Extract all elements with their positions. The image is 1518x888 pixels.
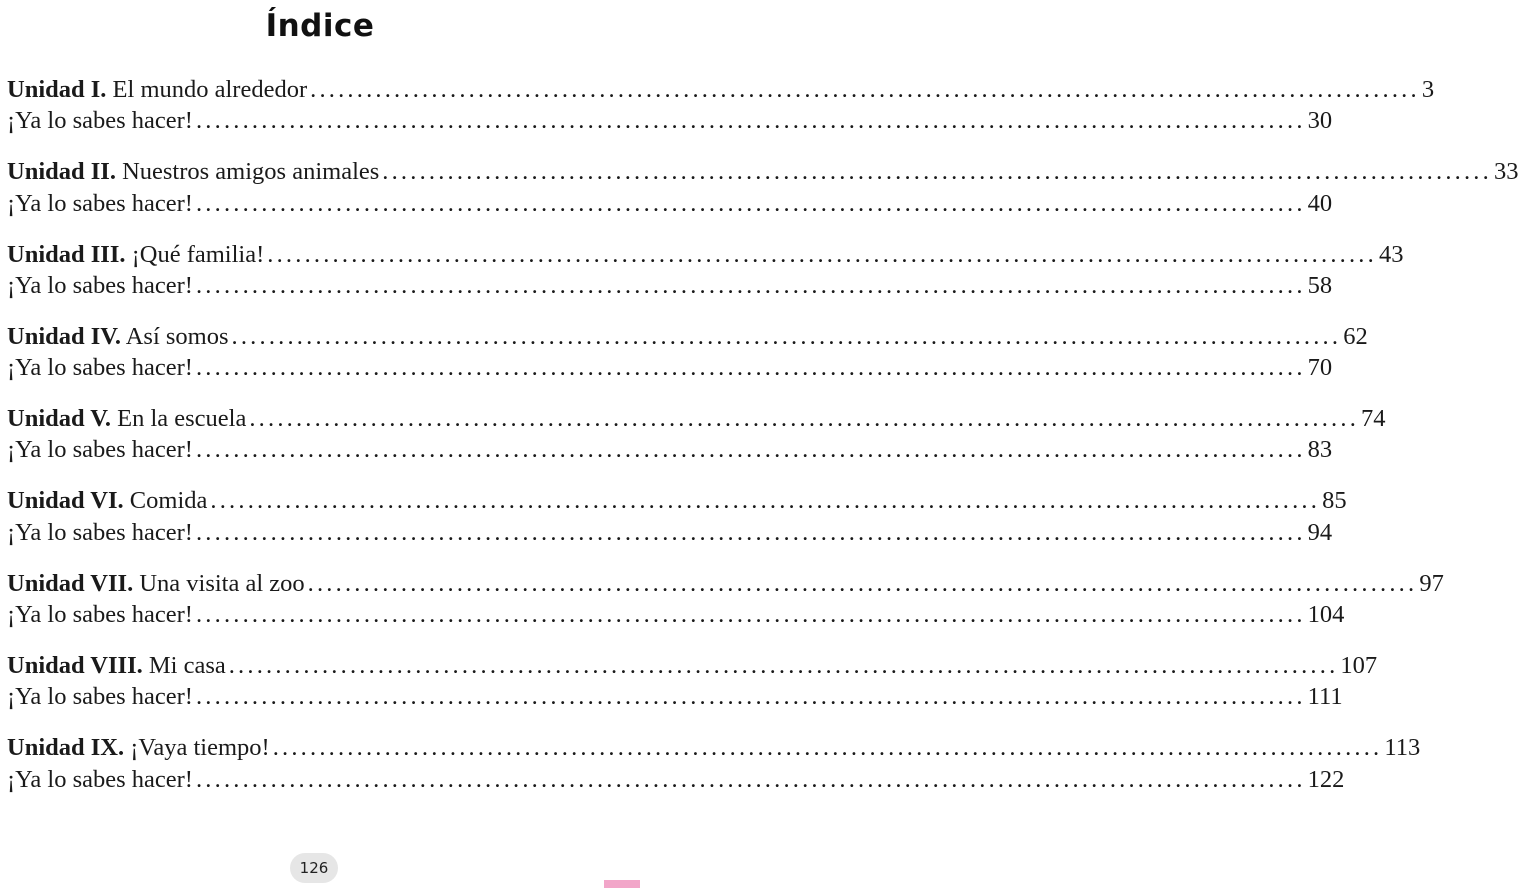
toc-review-entry[interactable] [7,517,1333,548]
toc-entry[interactable] [7,74,1435,105]
page-ref: 70 [1307,354,1333,382]
dot-leader: ....................................................................................................................... [382,158,1492,186]
dot-leader: ....................................................................................................................... [195,518,1306,546]
toc-review-entry[interactable] [7,105,1333,136]
toc-entry[interactable] [7,650,1378,681]
entry-label [7,156,379,187]
entry-label [7,568,305,599]
page-ref: 113 [1384,734,1421,762]
toc-entry[interactable] [7,403,1386,434]
toc-entry[interactable] [7,568,1444,599]
dot-leader: ....................................................................................................................... [195,189,1306,217]
toc-review-entry[interactable] [7,599,1345,630]
unit-number: Unidad III. [7,240,126,268]
toc-unit-5 [7,403,1386,466]
toc-entry[interactable] [7,321,1368,352]
toc-review-entry[interactable] [7,188,1333,219]
dot-leader: ....................................................................................................................... [267,240,1377,268]
page-ref: 3 [1421,76,1435,103]
toc-review-entry[interactable] [7,764,1345,795]
entry-label [7,321,229,352]
dot-leader: ....................................................................................................................... [195,107,1306,135]
unit-title: El mundo alrededor [112,76,308,103]
entry-label [7,485,207,516]
dot-leader: ....................................................................................................................... [249,405,1360,433]
dot-leader: ....................................................................................................................... [195,765,1306,793]
unit-number: Unidad VIII. [7,651,143,679]
entry-label [7,650,226,681]
page-ref: 58 [1307,271,1333,299]
dot-leader: ....................................................................................................................... [195,600,1306,628]
review-title: ¡Ya lo sabes hacer! [7,189,193,217]
review-title: ¡Ya lo sabes hacer! [7,518,193,546]
entry-label [7,74,307,105]
dot-leader: ....................................................................................................................... [310,76,1420,103]
review-title: ¡Ya lo sabes hacer! [7,271,193,299]
dot-leader: ....................................................................................................................... [195,354,1306,382]
page-ref: 43 [1378,240,1404,268]
toc-entry[interactable] [7,239,1404,270]
unit-number: Unidad VI. [7,487,124,515]
dot-leader: ....................................................................................................................... [272,734,1383,762]
dot-leader: ....................................................................................................................... [307,569,1418,597]
toc-unit-8 [7,650,1378,713]
page-ref: 85 [1322,487,1347,515]
page-ref: 104 [1307,600,1345,628]
unit-title: Así somos [125,322,229,350]
page-ref: 107 [1340,651,1378,679]
toc-unit-7 [7,568,1444,631]
review-title: ¡Ya lo sabes hacer! [7,683,193,711]
page-ref: 97 [1419,569,1444,597]
dot-leader: ....................................................................................................................... [228,651,1339,679]
unit-title: Mi casa [148,651,226,679]
unit-title: Nuestros amigos animales [122,158,380,186]
unit-number: Unidad II. [7,158,116,186]
dot-leader: ....................................................................................................................... [195,271,1306,299]
dot-leader: ....................................................................................................................... [210,487,1321,515]
toc-unit-3 [7,239,1404,302]
unit-number: Unidad I. [7,76,107,103]
toc-unit-1 [7,74,1435,137]
toc-review-entry[interactable] [7,681,1343,712]
review-title: ¡Ya lo sabes hacer! [7,354,193,382]
unit-title: ¡Qué familia! [131,240,265,268]
page-ref: 40 [1307,189,1333,217]
page-ref: 30 [1307,107,1333,135]
toc-unit-6 [7,485,1347,548]
page-ref: 83 [1307,436,1333,464]
corner-mark [604,880,640,888]
entry-label [7,239,264,270]
review-title: ¡Ya lo sabes hacer! [7,765,193,793]
dot-leader: ....................................................................................................................... [195,683,1306,711]
toc-unit-9 [7,732,1421,795]
toc-entry[interactable] [7,732,1421,763]
page-ref: 111 [1307,683,1343,711]
entry-label [7,732,270,763]
review-title: ¡Ya lo sabes hacer! [7,436,193,464]
review-title: ¡Ya lo sabes hacer! [7,600,193,628]
unit-title: ¡Vaya tiempo! [130,734,270,762]
toc-review-entry[interactable] [7,270,1333,301]
toc-entry[interactable] [7,156,1518,187]
page-ref: 94 [1307,518,1333,546]
unit-number: Unidad IV. [7,322,121,350]
table-of-contents [7,74,1518,815]
dot-leader: ....................................................................................................................... [231,322,1342,350]
review-title: ¡Ya lo sabes hacer! [7,107,193,135]
page-number-badge: 126 [290,853,338,883]
unit-title: En la escuela [117,405,247,433]
toc-unit-2 [7,156,1518,219]
unit-title: Una visita al zoo [139,569,305,597]
page-ref: 33 [1493,158,1518,186]
page-ref: 62 [1343,322,1368,350]
toc-review-entry[interactable] [7,434,1333,465]
unit-title: Comida [129,487,208,515]
toc-entry[interactable] [7,485,1347,516]
toc-unit-4 [7,321,1368,384]
unit-number: Unidad VII. [7,569,134,597]
toc-review-entry[interactable] [7,352,1333,383]
page-ref: 74 [1361,405,1386,433]
unit-number: Unidad IX. [7,734,125,762]
page-title: Índice [265,8,375,44]
dot-leader: ....................................................................................................................... [195,436,1306,464]
unit-number: Unidad V. [7,405,111,433]
page-ref: 122 [1307,765,1345,793]
entry-label [7,403,246,434]
